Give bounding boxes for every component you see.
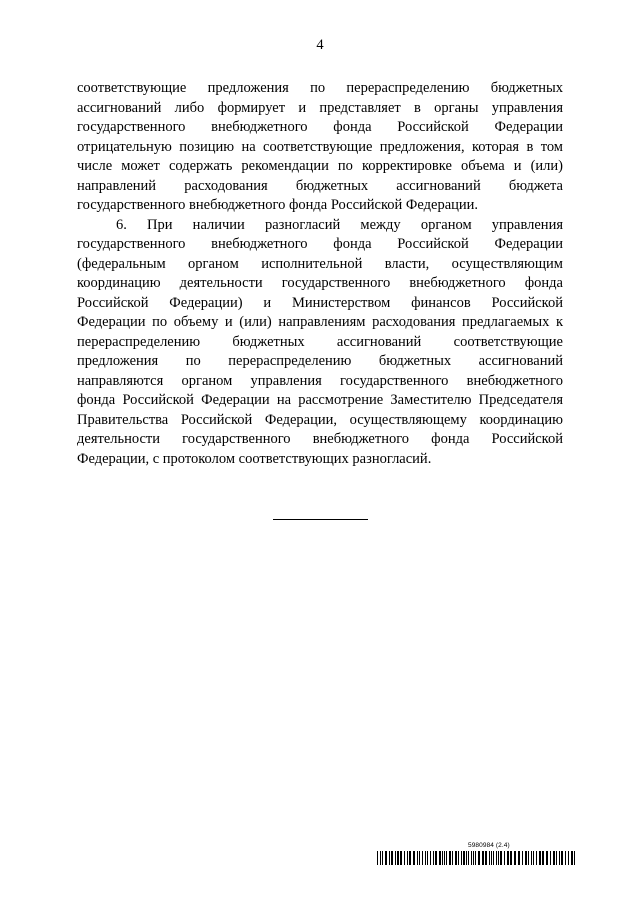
text-line: Федерации по объему и (или) направлениям расходования предлагаемых к xyxy=(77,314,563,330)
text-line: (федеральным органом исполнительной власти, осуществляющим xyxy=(77,255,563,272)
barcode-bar xyxy=(404,851,405,865)
page-number: 4 xyxy=(316,37,324,53)
text-line: соответствующие предложения по перераспределению бюджетных xyxy=(77,80,563,96)
barcode-bar xyxy=(419,851,420,865)
barcode-bar xyxy=(518,851,520,865)
text-line: предложения по перераспределению бюджетных ассигнований xyxy=(77,353,563,369)
text-line: отрицательную позицию на соответствующие предложения, которая в том xyxy=(77,138,563,155)
paragraph-item-6 xyxy=(77,216,563,470)
barcode-bar xyxy=(439,851,441,865)
barcode-bar xyxy=(407,851,408,865)
text-line: Российской Федерации) и Министерством финансов Российской xyxy=(77,294,563,311)
barcode-bar xyxy=(542,851,544,865)
barcode-bar xyxy=(491,851,492,865)
barcode-bar xyxy=(565,851,566,865)
barcode-bar xyxy=(468,851,469,865)
text-line: государственного внебюджетного фонда Российской Федерации xyxy=(77,236,563,252)
barcode-bar xyxy=(430,851,431,865)
barcode-bar xyxy=(389,851,390,865)
barcode-bar xyxy=(435,851,437,865)
text-line: государственного внебюджетного фонда Российской Федерации xyxy=(77,119,563,135)
barcode-bar xyxy=(463,851,465,865)
text-line: 6. При наличии разногласий между органом управления xyxy=(116,216,563,233)
barcode-bar xyxy=(531,851,532,865)
barcode-bar xyxy=(466,851,467,865)
barcode-bar xyxy=(391,851,393,865)
barcode-bar xyxy=(510,851,512,865)
barcode-bar xyxy=(442,851,443,865)
barcode-bar xyxy=(522,851,523,865)
barcode-bar xyxy=(514,851,516,865)
barcode-bar xyxy=(471,851,472,865)
barcode-bar xyxy=(553,851,555,865)
barcode-bar xyxy=(528,851,529,865)
barcode-bar xyxy=(496,851,497,865)
document-id: 5980984 (2.4) xyxy=(468,842,510,849)
barcode-bar xyxy=(461,851,462,865)
barcode-bar xyxy=(382,851,383,865)
barcode-bar xyxy=(546,851,548,865)
barcode-bar xyxy=(473,851,474,865)
barcode-bar xyxy=(536,851,537,865)
barcode-bar xyxy=(539,851,541,865)
barcode-bar xyxy=(493,851,494,865)
barcode-bar xyxy=(417,851,418,865)
text-line: направляются органом управления государственного внебюджетного xyxy=(77,372,563,389)
barcode-bar xyxy=(422,851,423,865)
barcode-bar xyxy=(449,851,451,865)
barcode-bar xyxy=(482,851,484,865)
barcode-bar xyxy=(504,851,505,865)
barcode-bar xyxy=(498,851,499,865)
barcode-bar xyxy=(409,851,411,865)
barcode-bar xyxy=(485,851,487,865)
barcode-bar xyxy=(413,851,415,865)
barcode xyxy=(377,851,576,865)
barcode-bar xyxy=(478,851,480,865)
barcode-bar xyxy=(571,851,573,865)
barcode-bar xyxy=(385,851,387,865)
barcode-bar xyxy=(533,851,534,865)
end-divider xyxy=(273,519,368,520)
text-line: числе может содержать рекомендации по корректировке объема и (или) xyxy=(77,158,563,174)
barcode-bar xyxy=(395,851,396,865)
barcode-bar xyxy=(380,851,381,865)
barcode-bar xyxy=(458,851,459,865)
barcode-bar xyxy=(400,851,402,865)
barcode-bar xyxy=(427,851,428,865)
barcode-bar xyxy=(556,851,557,865)
barcode-bar xyxy=(574,851,575,865)
barcode-bar xyxy=(397,851,399,865)
barcode-bar xyxy=(425,851,426,865)
text-line: ассигнований либо формирует и представляет в органы управления xyxy=(77,99,563,116)
barcode-bar xyxy=(500,851,502,865)
barcode-bar xyxy=(507,851,509,865)
barcode-bar xyxy=(568,851,569,865)
barcode-bar xyxy=(452,851,453,865)
text-line: фонда Российской Федерации на рассмотрение Заместителю Председателя xyxy=(77,392,563,408)
text-line: Правительства Российской Федерации, осуществляющему координацию xyxy=(77,411,563,428)
barcode-bar xyxy=(489,851,490,865)
text-line: направлений расходования бюджетных ассигнований бюджета xyxy=(77,177,563,194)
barcode-bar xyxy=(455,851,457,865)
barcode-bar xyxy=(561,851,563,865)
document-body xyxy=(77,79,563,469)
paragraph-continuation xyxy=(77,79,563,216)
text-line: государственного внебюджетного фонда Российской Федерации. xyxy=(77,197,479,213)
barcode-bar xyxy=(525,851,527,865)
barcode-bar xyxy=(446,851,447,865)
text-line: координацию деятельности государственного внебюджетного фонда xyxy=(77,275,563,291)
text-line: деятельности государственного внебюджетного фонда Российской xyxy=(77,431,563,447)
barcode-bar xyxy=(475,851,476,865)
barcode-bar xyxy=(377,851,378,865)
barcode-bar xyxy=(550,851,551,865)
barcode-bar xyxy=(433,851,434,865)
text-line: Федерации, с протоколом соответствующих разногласий. xyxy=(77,450,432,467)
barcode-bar xyxy=(444,851,445,865)
barcode-bar xyxy=(559,851,560,865)
text-line: перераспределению бюджетных ассигнований соответствующие xyxy=(77,333,563,350)
